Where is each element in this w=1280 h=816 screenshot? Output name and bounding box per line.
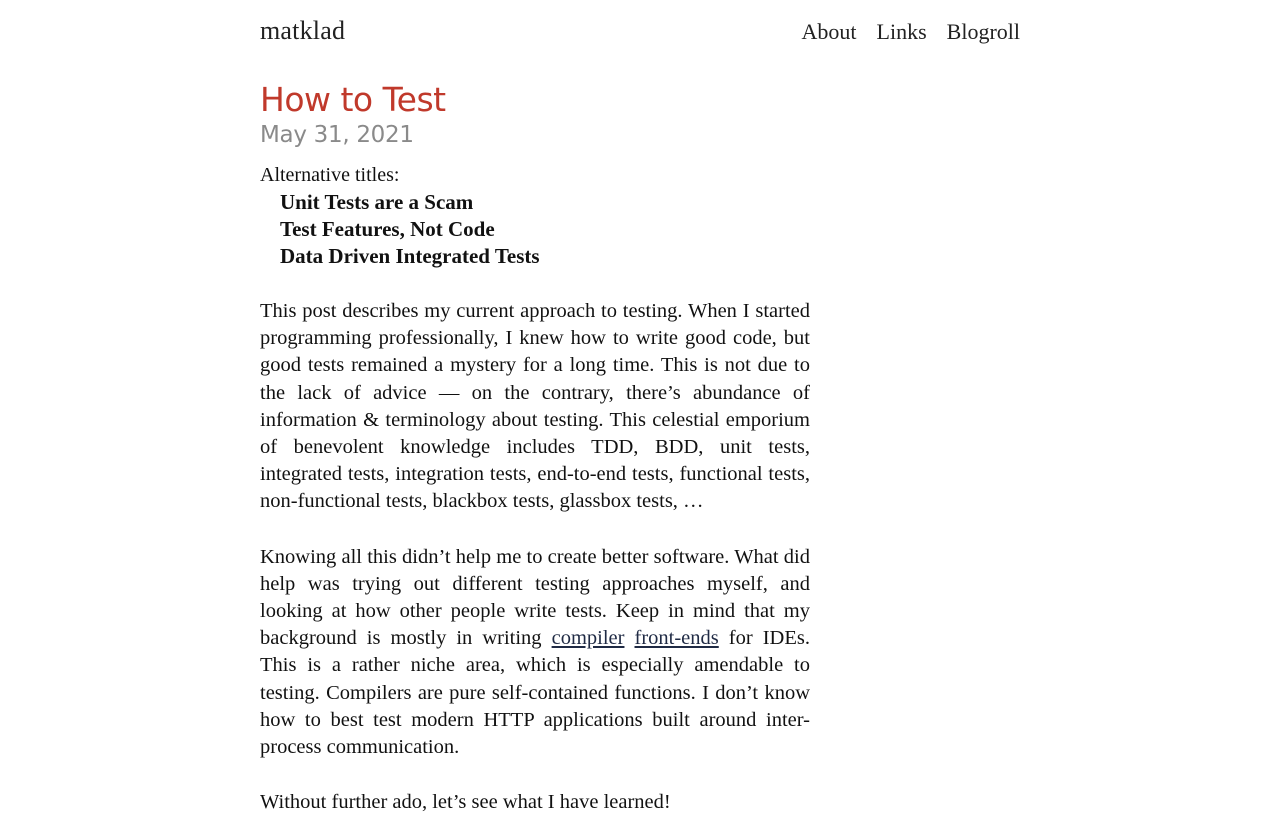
post-body [260, 298, 810, 816]
alternative-title-item: Unit Tests are a Scam [280, 190, 474, 214]
alternative-title-item: Test Features, Not Code [280, 217, 495, 241]
post-article [260, 80, 810, 816]
post-paragraph [260, 544, 810, 762]
post-paragraph: Without further ado, let’s see what I have learned! [260, 791, 671, 814]
alternative-title-item: Data Driven Integrated Tests [280, 244, 540, 268]
front-ends-link[interactable]: front-ends [634, 627, 719, 650]
site-header [260, 0, 1020, 72]
site-name-link[interactable]: matklad [260, 16, 346, 45]
paragraph-text: Knowing all this didn’t help me to create better software. What did help was trying out different testing approaches myself, and looking at how other people write tests. Keep in mind that my background is mostly in writing [260, 545, 810, 650]
compiler-link[interactable]: compiler [551, 627, 625, 650]
nav-links-link[interactable]: Links [876, 19, 927, 44]
post-date: May 31, 2021 [260, 122, 414, 148]
nav-blogroll-link[interactable]: Blogroll [946, 19, 1020, 44]
paragraph-text: for IDEs. This is a rather niche area, which is especially amendable to testing. Compilers are pure self-contained functions. I don’t know how to best test modern HTTP applications built around inter-process communication. [260, 627, 810, 759]
nav-about-link[interactable]: About [801, 19, 857, 44]
post-paragraph: This post describes my current approach to testing. When I started programming professionally, I knew how to write good code, but good tests remained a mystery for a long time. This is not due to the lack of advice — on the contrary, there’s abundance of information & terminology about testing. This celestial emporium of benevolent knowledge includes TDD, BDD, unit tests, integrated tests, integration tests, end-to-end tests, functional tests, non-functional tests, blackbox tests, glassbox tests, … [260, 300, 810, 513]
page [260, 0, 1020, 816]
alternative-titles [260, 162, 810, 270]
alternative-titles-list [260, 189, 810, 270]
post-title: How to Test [260, 80, 446, 119]
alternative-titles-label: Alternative titles: [260, 164, 400, 186]
site-nav [802, 19, 1020, 45]
